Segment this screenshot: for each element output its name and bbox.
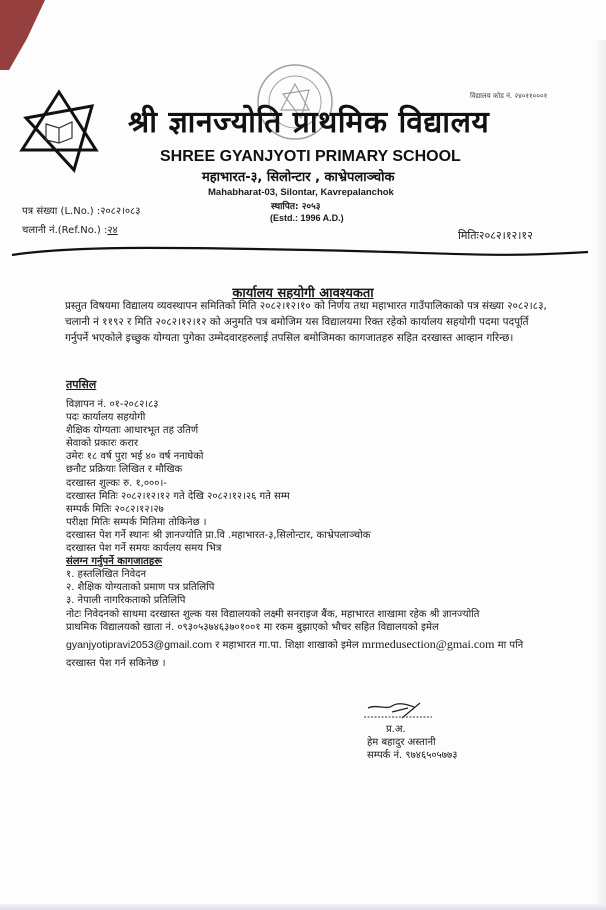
school-name-english: SHREE GYANJYOTI PRIMARY SCHOOL bbox=[160, 148, 461, 165]
document-item: २. शैक्षिक योग्यताको प्रमाण पत्र प्रतिलिपि bbox=[66, 582, 215, 594]
letter-date: मितिः२०८२।१२।१२ bbox=[458, 229, 533, 242]
detail-item: दरखास्त पेश गर्ने स्थानः श्री ज्ञानज्योति प्रा.वि .महाभारत-३,सिलोन्टार, काभ्रेपलाञ्चोक bbox=[66, 529, 371, 541]
school-code: विद्यालय कोड नं. २४०११०००१ bbox=[470, 92, 548, 100]
reference-number-value: २४ bbox=[107, 225, 118, 236]
established-english: (Estd.: 1996 A.D.) bbox=[270, 213, 344, 223]
address-english: Mahabharat-03, Silontar, Kavrepalanchok bbox=[208, 187, 394, 198]
note-line: नोटः निवेदनको साथमा दरखास्त शुल्क यस विद्यालयको लक्ष्मी सनराइज बैंक, महाभारत शाखामा रहेक श्री ज्ञानज्योति bbox=[66, 608, 480, 620]
email-line-end: मा पनि bbox=[494, 639, 524, 651]
signatory-title: प्र.अ. bbox=[386, 724, 406, 735]
detail-item: छनौट प्रक्रियाः लिखित र मौखिक bbox=[66, 464, 183, 476]
page-edge bbox=[596, 40, 606, 910]
signatory-name: हेम बहादुर अस्तानी bbox=[367, 737, 436, 748]
detail-item: दरखास्त पेश गर्ने समयः कार्यलय समय भित्र bbox=[66, 543, 222, 555]
detail-item: पदः कार्यालय सहयोगी bbox=[66, 412, 146, 424]
documents-heading: संलग्न गर्नुपर्ने कागजातहरू bbox=[66, 556, 162, 568]
document-item: ३. नेपाली नागरिकताको प्रतिलिपि bbox=[66, 595, 186, 607]
detail-item: शैक्षिक योग्यताः आधारभूत तह उतिर्ण bbox=[66, 425, 199, 437]
details-list bbox=[66, 398, 566, 670]
detail-item: दरखास्त मितिः २०८२।१२।१२ गते देखि २०८२।१२।२६ गते सम्म bbox=[66, 490, 290, 502]
signatory-contact: सम्पर्क नं. ९७४६५०५७७३ bbox=[367, 750, 458, 761]
details-heading: तपसिल bbox=[66, 378, 97, 391]
note-line: प्राथमिक विद्यालयको खाता नं. ०९३०५३७४६३७०१००१ मा रकम बुझाएको भौचर सहित विद्यालयको इमेल bbox=[66, 621, 439, 633]
page-bottom-edge bbox=[0, 904, 606, 910]
letter-number-label: पत्र संख्या (L.No.) : bbox=[22, 206, 101, 217]
notice-title-text: कार्यालय सहयोगी आवश्यकता bbox=[232, 286, 374, 301]
address-nepali: महाभारत-३, सिलोन्टार , काभ्रेपलाञ्चोक bbox=[202, 170, 395, 185]
established-nepali: स्थापित: २०५३ bbox=[271, 202, 321, 212]
document-item: १. हस्तलिखित निवेदन bbox=[66, 569, 147, 581]
school-email[interactable]: gyanjyotipravi2053@gmail.com bbox=[66, 638, 213, 651]
reference-number-label: चलानी नं.(Ref.No.) : bbox=[22, 225, 108, 236]
detail-item: सेवाको प्रकारः करार bbox=[66, 438, 139, 450]
email-line bbox=[66, 638, 566, 652]
school-logo-star-icon bbox=[14, 88, 104, 178]
detail-item: सम्पर्क मितिः २०८२।१२।२७ bbox=[66, 503, 164, 515]
detail-item: परीक्षा मितिः सम्पर्क मितिमा तोकिनेछ । bbox=[66, 516, 207, 528]
detail-item: उमेरः १८ वर्ष पुरा भई ४० वर्ष ननाघेको bbox=[66, 451, 204, 463]
submit-line: दरखास्त पेश गर्न सकिनेछ । bbox=[66, 657, 166, 669]
page-corner-shadow bbox=[0, 0, 45, 70]
letter-number-value: २०८२।०८३ bbox=[100, 206, 141, 217]
reference-number bbox=[22, 222, 118, 236]
notice-paragraph: प्रस्तुत विषयमा विद्यालय व्यवस्थापन समितिको मिति २०८२।१२।१० को निर्णय तथा महाभारत गाउँपालिकाको पत्र संख्या २०८२।८३, चलानी नं ११९२ र मिति २०८२।१२।१२ को अनुमति पत्र बमोजिम यस विद्यालयमा रिक्त रहेको कार्यालय सहयोगी पदमा पदपूर्ति गर्नुपर्ने भएकोले इच्छुक योग्यता पुगेका उम्मेदवारहरुलाई तपसिल बमोजिमका कागजातहरु सहित दरखास्त आव्हान गरिन्छ। bbox=[65, 300, 547, 344]
school-name-nepali: श्री ज्ञानज्योति प्राथमिक विद्यालय bbox=[128, 105, 490, 140]
education-section-email[interactable]: mrmedusection@gmai.com bbox=[361, 636, 495, 651]
header-divider bbox=[10, 244, 590, 258]
letter-number bbox=[22, 203, 140, 217]
email-connector: र महाभारत गा.पा. शिक्षा शाखाको इमेल bbox=[212, 639, 362, 651]
detail-item: दरखास्त शुल्कः रु. १,०००।- bbox=[66, 477, 167, 489]
detail-item: विज्ञापन नं. ०१-२०८२।८३ bbox=[66, 399, 159, 410]
